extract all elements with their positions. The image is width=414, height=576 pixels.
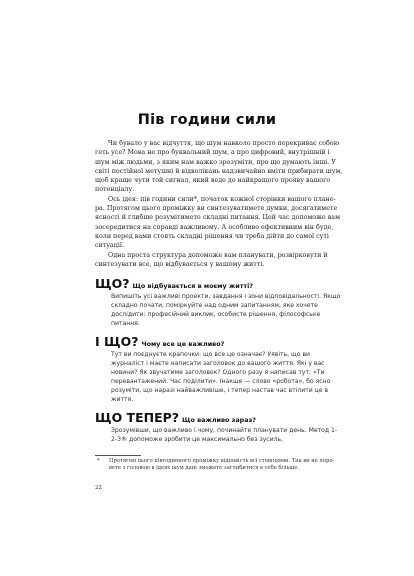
paragraph: Чи бувало у вас відчуття, що шум навколо просто перекриває собою геть усе? Мова не про буквальний шум, а про цифровий, внутрішній і шум між людьми, з яким нам важко зрозуміти, про що думають інші. У світі постійної метушні й відволікань надзвичайно вміти прибирати шум, щоб краще чути той сигнал, який веде до найкращого прояву вашого потенціалу. xyxy=(95,140,343,194)
section-heading-what xyxy=(95,277,343,291)
page-number: 22 xyxy=(95,485,102,491)
footnote-divider xyxy=(95,455,141,456)
main-text xyxy=(95,139,343,445)
section-question: Чому все це важливо? xyxy=(141,340,225,349)
section-question: Що відбувається в моєму житті? xyxy=(132,282,253,291)
section-heading-label: І ЩО? xyxy=(95,334,139,350)
section-question: Що важливо зараз? xyxy=(182,415,256,424)
paragraph: Ось ідея: пів години сили*, початок кожної сторінки вашого планера. Протягом цього проміжку ви синтезуватимете думки, досягатимете ясності й глибше розумітимете складні питання. Цей час допоможе вам зосередитися на справді важливому. А особливо ефективним він буде, коли перед вами стоять складні рішення чи треба дійти до самої суті ситуації. xyxy=(95,195,341,250)
section-text: Тут ви поєднуєте крапочки: що все це означає? Уявіть, що ви журналіст і маєте написати заголовок до вашого життя. Які у вас новини? Як звучатиме заголовок? Одного разу я написав тут: «Ти перевантажений. Час поділити». Інакше — слово «робота», бо ясно розуміти, що наразі найважливіше, і тепер настав час втілити це в життя. xyxy=(111,351,331,403)
section-text: Випишіть усі важливі проекти, завдання і зони відповідальності. Якщо складно почати, поміркуйте над одним запитанням, яке хочете дослідити: професійний виклик, особисте рішення, філософське питання. xyxy=(111,293,341,328)
section-heading-so-what xyxy=(95,335,343,349)
section-text: Зрозумівши, що важливо і чому, починайте планувати день. Метод 1-2-3® допоможе зробити це максимально без зусиль. xyxy=(111,427,338,444)
section-heading-label: ЩО? xyxy=(95,276,130,292)
footnote xyxy=(95,458,343,472)
section-heading-label: ЩО ТЕПЕР? xyxy=(95,409,180,425)
footnote-mark: * xyxy=(97,458,100,464)
section-heading-now-what xyxy=(95,411,343,425)
page-title: Пів години сили xyxy=(137,112,277,128)
footnote-text: Протягом цього півгодинного проміжку відповість всі стовпцями. Так ви не поровете з головою в ідеях шум дані зможете заглибитися в себе більше. xyxy=(109,458,335,472)
paragraph: Одна проста структура допоможе вам планувати, розвірковути й синтезувати все, що відбувається у вашому житті. xyxy=(95,251,328,268)
